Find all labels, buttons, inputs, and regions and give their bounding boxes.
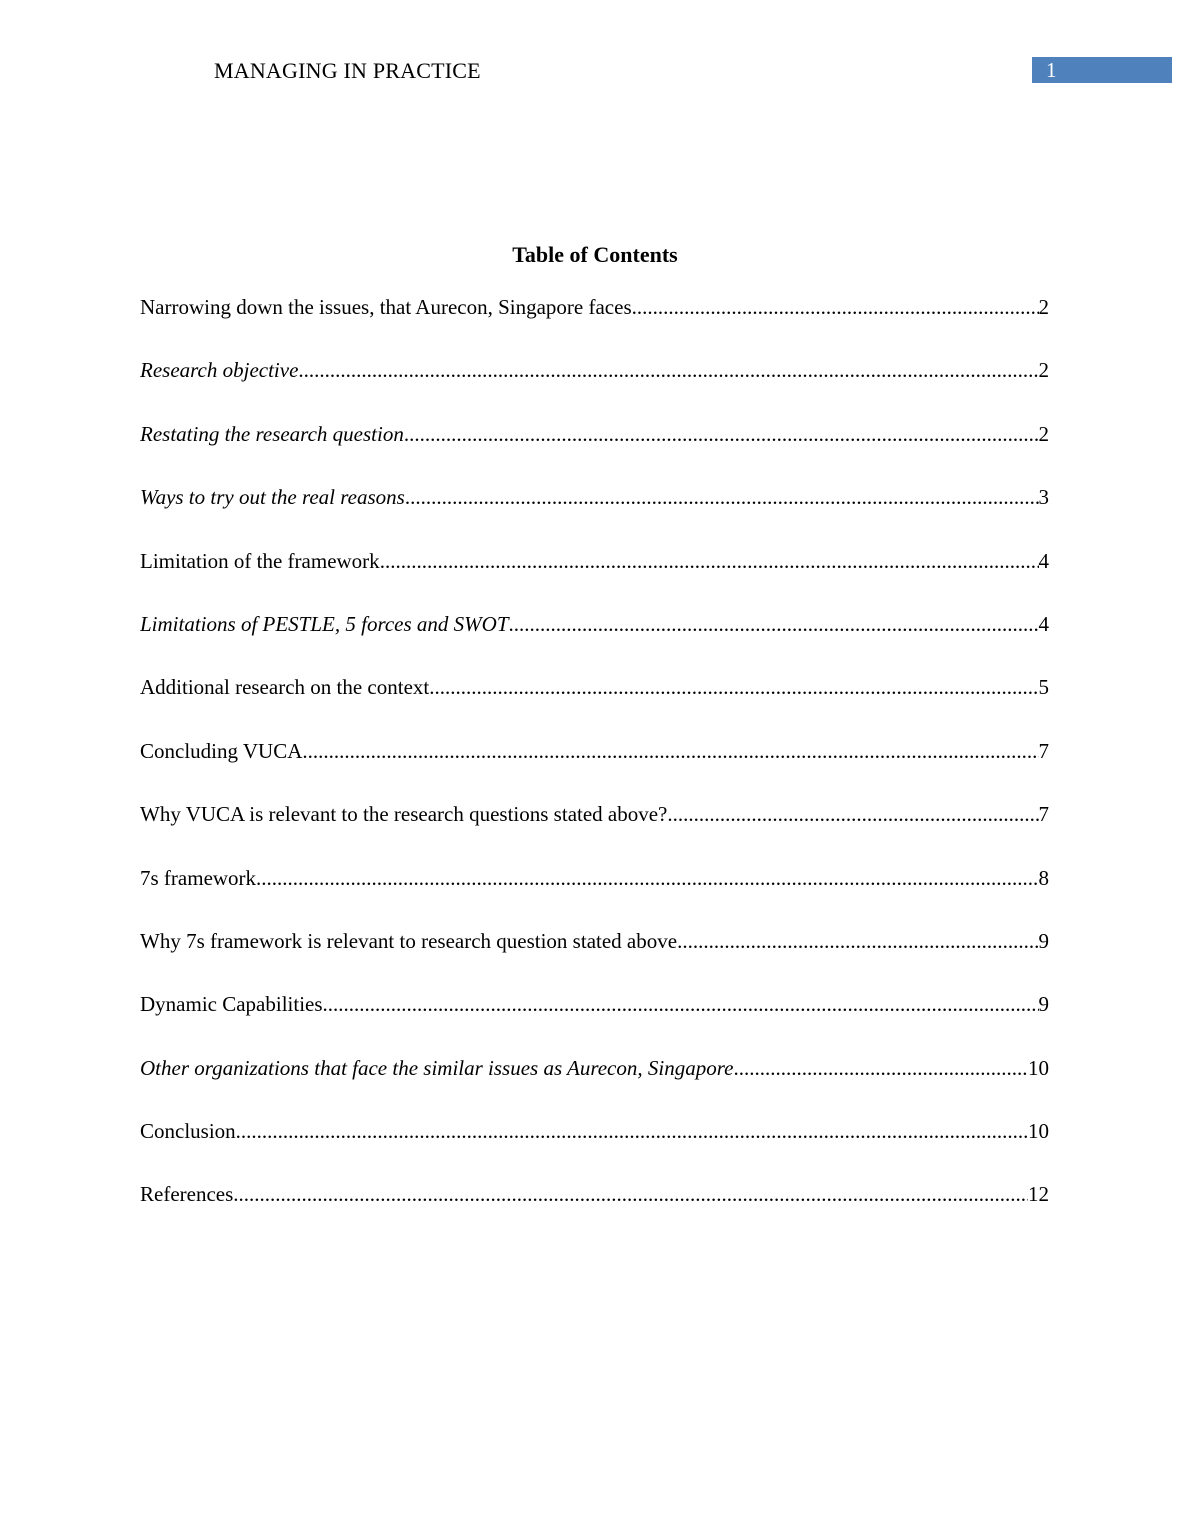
table-of-contents xyxy=(140,290,1049,1241)
toc-entry-page: 3 xyxy=(1038,485,1049,510)
page-number-badge xyxy=(1032,57,1172,83)
toc-entry[interactable] xyxy=(140,1177,1049,1240)
toc-entry-page: 9 xyxy=(1038,928,1049,953)
toc-heading: Table of Contents xyxy=(512,242,678,267)
toc-entry[interactable] xyxy=(140,607,1049,670)
toc-entry[interactable] xyxy=(140,480,1049,543)
dot-leader xyxy=(256,861,1038,895)
toc-entry-title: Why VUCA is relevant to the research questions stated above? xyxy=(140,802,668,827)
toc-entry-page: 2 xyxy=(1038,295,1049,319)
dot-leader xyxy=(302,734,1038,768)
toc-entry-page: 7 xyxy=(1038,738,1049,763)
toc-entry-title: Ways to try out the real reasons xyxy=(140,485,405,510)
dot-leader xyxy=(380,544,1039,578)
toc-entry[interactable] xyxy=(140,924,1049,987)
toc-entry[interactable] xyxy=(140,797,1049,860)
toc-entry-title: 7s framework xyxy=(140,865,257,890)
toc-entry[interactable] xyxy=(140,1051,1049,1114)
toc-entry-title: Research objective xyxy=(140,358,299,383)
toc-entry-page: 7 xyxy=(1038,802,1049,827)
toc-entry-title: Concluding VUCA xyxy=(140,738,303,763)
toc-entry-page: 4 xyxy=(1038,611,1049,636)
toc-entry[interactable] xyxy=(140,1114,1049,1177)
dot-leader xyxy=(404,417,1039,451)
dot-leader xyxy=(298,353,1038,387)
toc-entry-page: 10 xyxy=(1028,1119,1049,1144)
toc-entry-title: Restating the research question xyxy=(140,421,404,446)
toc-entry-page: 9 xyxy=(1038,992,1049,1017)
toc-entry-title: Why 7s framework is relevant to research question stated above xyxy=(140,928,678,953)
toc-entry[interactable] xyxy=(140,544,1049,607)
dot-leader xyxy=(429,670,1038,704)
dot-leader xyxy=(405,480,1039,514)
toc-entry-page: 10 xyxy=(1028,1055,1049,1080)
toc-entry-page: 5 xyxy=(1038,675,1049,700)
toc-entry-page: 4 xyxy=(1038,548,1049,573)
toc-entry-title: Dynamic Capabilities xyxy=(140,992,323,1017)
toc-entry-title: Additional research on the context xyxy=(140,675,430,700)
toc-entry[interactable] xyxy=(140,290,1049,353)
toc-entry-page: 2 xyxy=(1038,358,1049,383)
toc-entry-title: References xyxy=(140,1182,234,1207)
dot-leader xyxy=(233,1177,1028,1211)
toc-entry-title: Limitation of the framework xyxy=(140,548,380,573)
toc-entry-page: 8 xyxy=(1038,865,1049,890)
dot-leader xyxy=(509,607,1039,641)
dot-leader xyxy=(323,987,1039,1021)
toc-entry[interactable] xyxy=(140,670,1049,733)
toc-entry[interactable] xyxy=(140,861,1049,924)
dot-leader xyxy=(677,924,1038,958)
running-header-title: MANAGING IN PRACTICE xyxy=(214,58,481,83)
toc-entry[interactable] xyxy=(140,987,1049,1050)
toc-entry-page: 2 xyxy=(1038,421,1049,446)
toc-entry-title: Narrowing down the issues, that Aurecon, Singapore faces xyxy=(140,295,632,319)
toc-entry[interactable] xyxy=(140,417,1049,480)
toc-entry-title: Other organizations that face the similar issues as Aurecon, Singapore xyxy=(140,1055,734,1080)
toc-entry[interactable] xyxy=(140,353,1049,416)
dot-leader xyxy=(236,1114,1028,1148)
toc-entry-title: Limitations of PESTLE, 5 forces and SWOT xyxy=(140,611,509,636)
dot-leader xyxy=(667,797,1038,831)
page-number: 1 xyxy=(1046,58,1057,82)
dot-leader xyxy=(632,290,1039,324)
toc-entry-page: 12 xyxy=(1028,1182,1049,1207)
toc-entry-title: Conclusion xyxy=(140,1119,236,1144)
toc-entry[interactable] xyxy=(140,734,1049,797)
dot-leader xyxy=(733,1051,1028,1085)
